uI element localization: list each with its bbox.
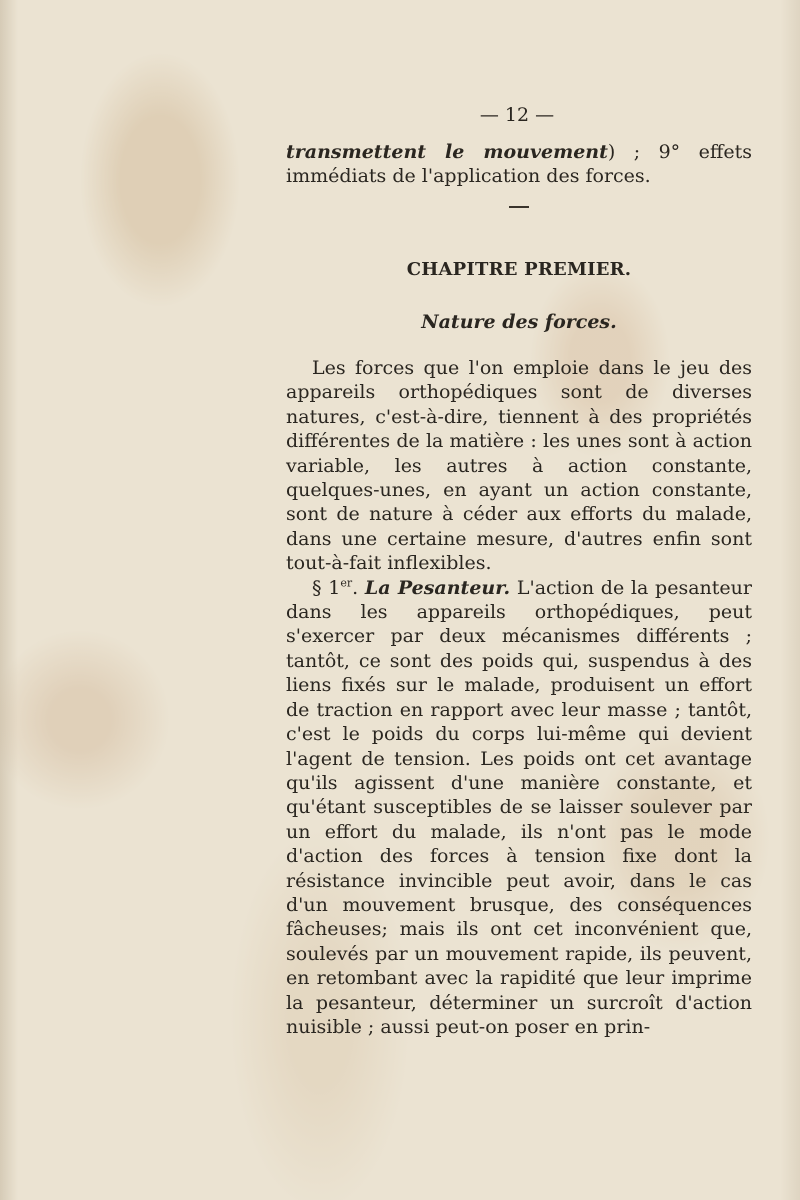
paragraph-1: Les forces que l'on emploie dans le jeu des appareils orthopédiques sont de diverses natures, c'est-à-dire, tiennent à des propriétés différentes de la matière : les unes sont à action variable, les autres à action constante, quelques-unes, en ayant un action constante, sont de nature à céder aux efforts du malade, dans une certaine mesure, d'autres enfin sont tout-à-fait inflexibles. — [286, 357, 752, 575]
continuation-italic: transmettent le mouvement — [286, 141, 608, 163]
page-number: — 12 — — [479, 104, 555, 126]
chapter-title: CHAPITRE PREMIER. — [406, 259, 632, 280]
section-number: § 1 — [312, 576, 341, 599]
section-title: Nature des forces. — [421, 311, 617, 333]
paragraph-2-text: L'action de la pesanteur dans les appareils orthopédiques, peut s'exercer par deux mécanismes différents ; tantôt, ce sont des poids qui, suspendus à des liens fixés sur le malade, produisent un effort de traction en rapport avec leur masse ; tantôt, c'est le poids du corps lui-même qui devient l'agent de tension. Les poids ont cet avantage qu'ils agissent d'une manière constante, et qu'étant susceptibles de se laisser soulever par un effort du malade, ils n'ont pas le mode d'action des forces à tension fixe dont la résistance invincible peut avoir, dans le cas d'un mouvement brusque, des conséquences fâcheuses; mais ils ont cet inconvénient que, soulevés par un mouvement rapide, ils peuvent, en retombant avec la rapidité que leur imprime la pesanteur, déterminer un surcroît d'action nuisible ; aussi peut-on poser en prin- — [286, 576, 752, 1038]
body-text — [286, 356, 752, 1039]
continuation-text — [286, 140, 752, 189]
section-heading: La Pesanteur. — [364, 576, 511, 599]
paragraph-2: § 1er. La Pesanteur. L'action de la pesanteur dans les appareils orthopédiques, peut s'exercer par deux mécanismes différents ; tantôt, ce sont des poids qui, suspendus à des liens fixés sur le malade, produisent un effort de traction en rapport avec leur masse ; tantôt, c'est le poids du corps lui-même qui devient l'agent de tension. Les poids ont cet avantage qu'ils agissent d'une manière constante, et qu'étant susceptibles de se laisser soulever par un effort du malade, ils n'ont pas le mode d'action des forces à tension fixe dont la résistance invincible peut avoir, dans le cas d'un mouvement brusque, des conséquences fâcheuses; mais ils ont cet inconvénient que, soulevés par un mouvement rapide, ils peuvent, en retombant avec la rapidité que leur imprime la pesanteur, déterminer un surcroît d'action nuisible ; aussi peut-on poser en prin- — [286, 576, 752, 1038]
continuation-rest: ) ; 9° effets immédiats de l'application des forces. — [286, 141, 752, 188]
section-number-sup: er — [340, 576, 353, 590]
separator-dash — [509, 206, 529, 208]
